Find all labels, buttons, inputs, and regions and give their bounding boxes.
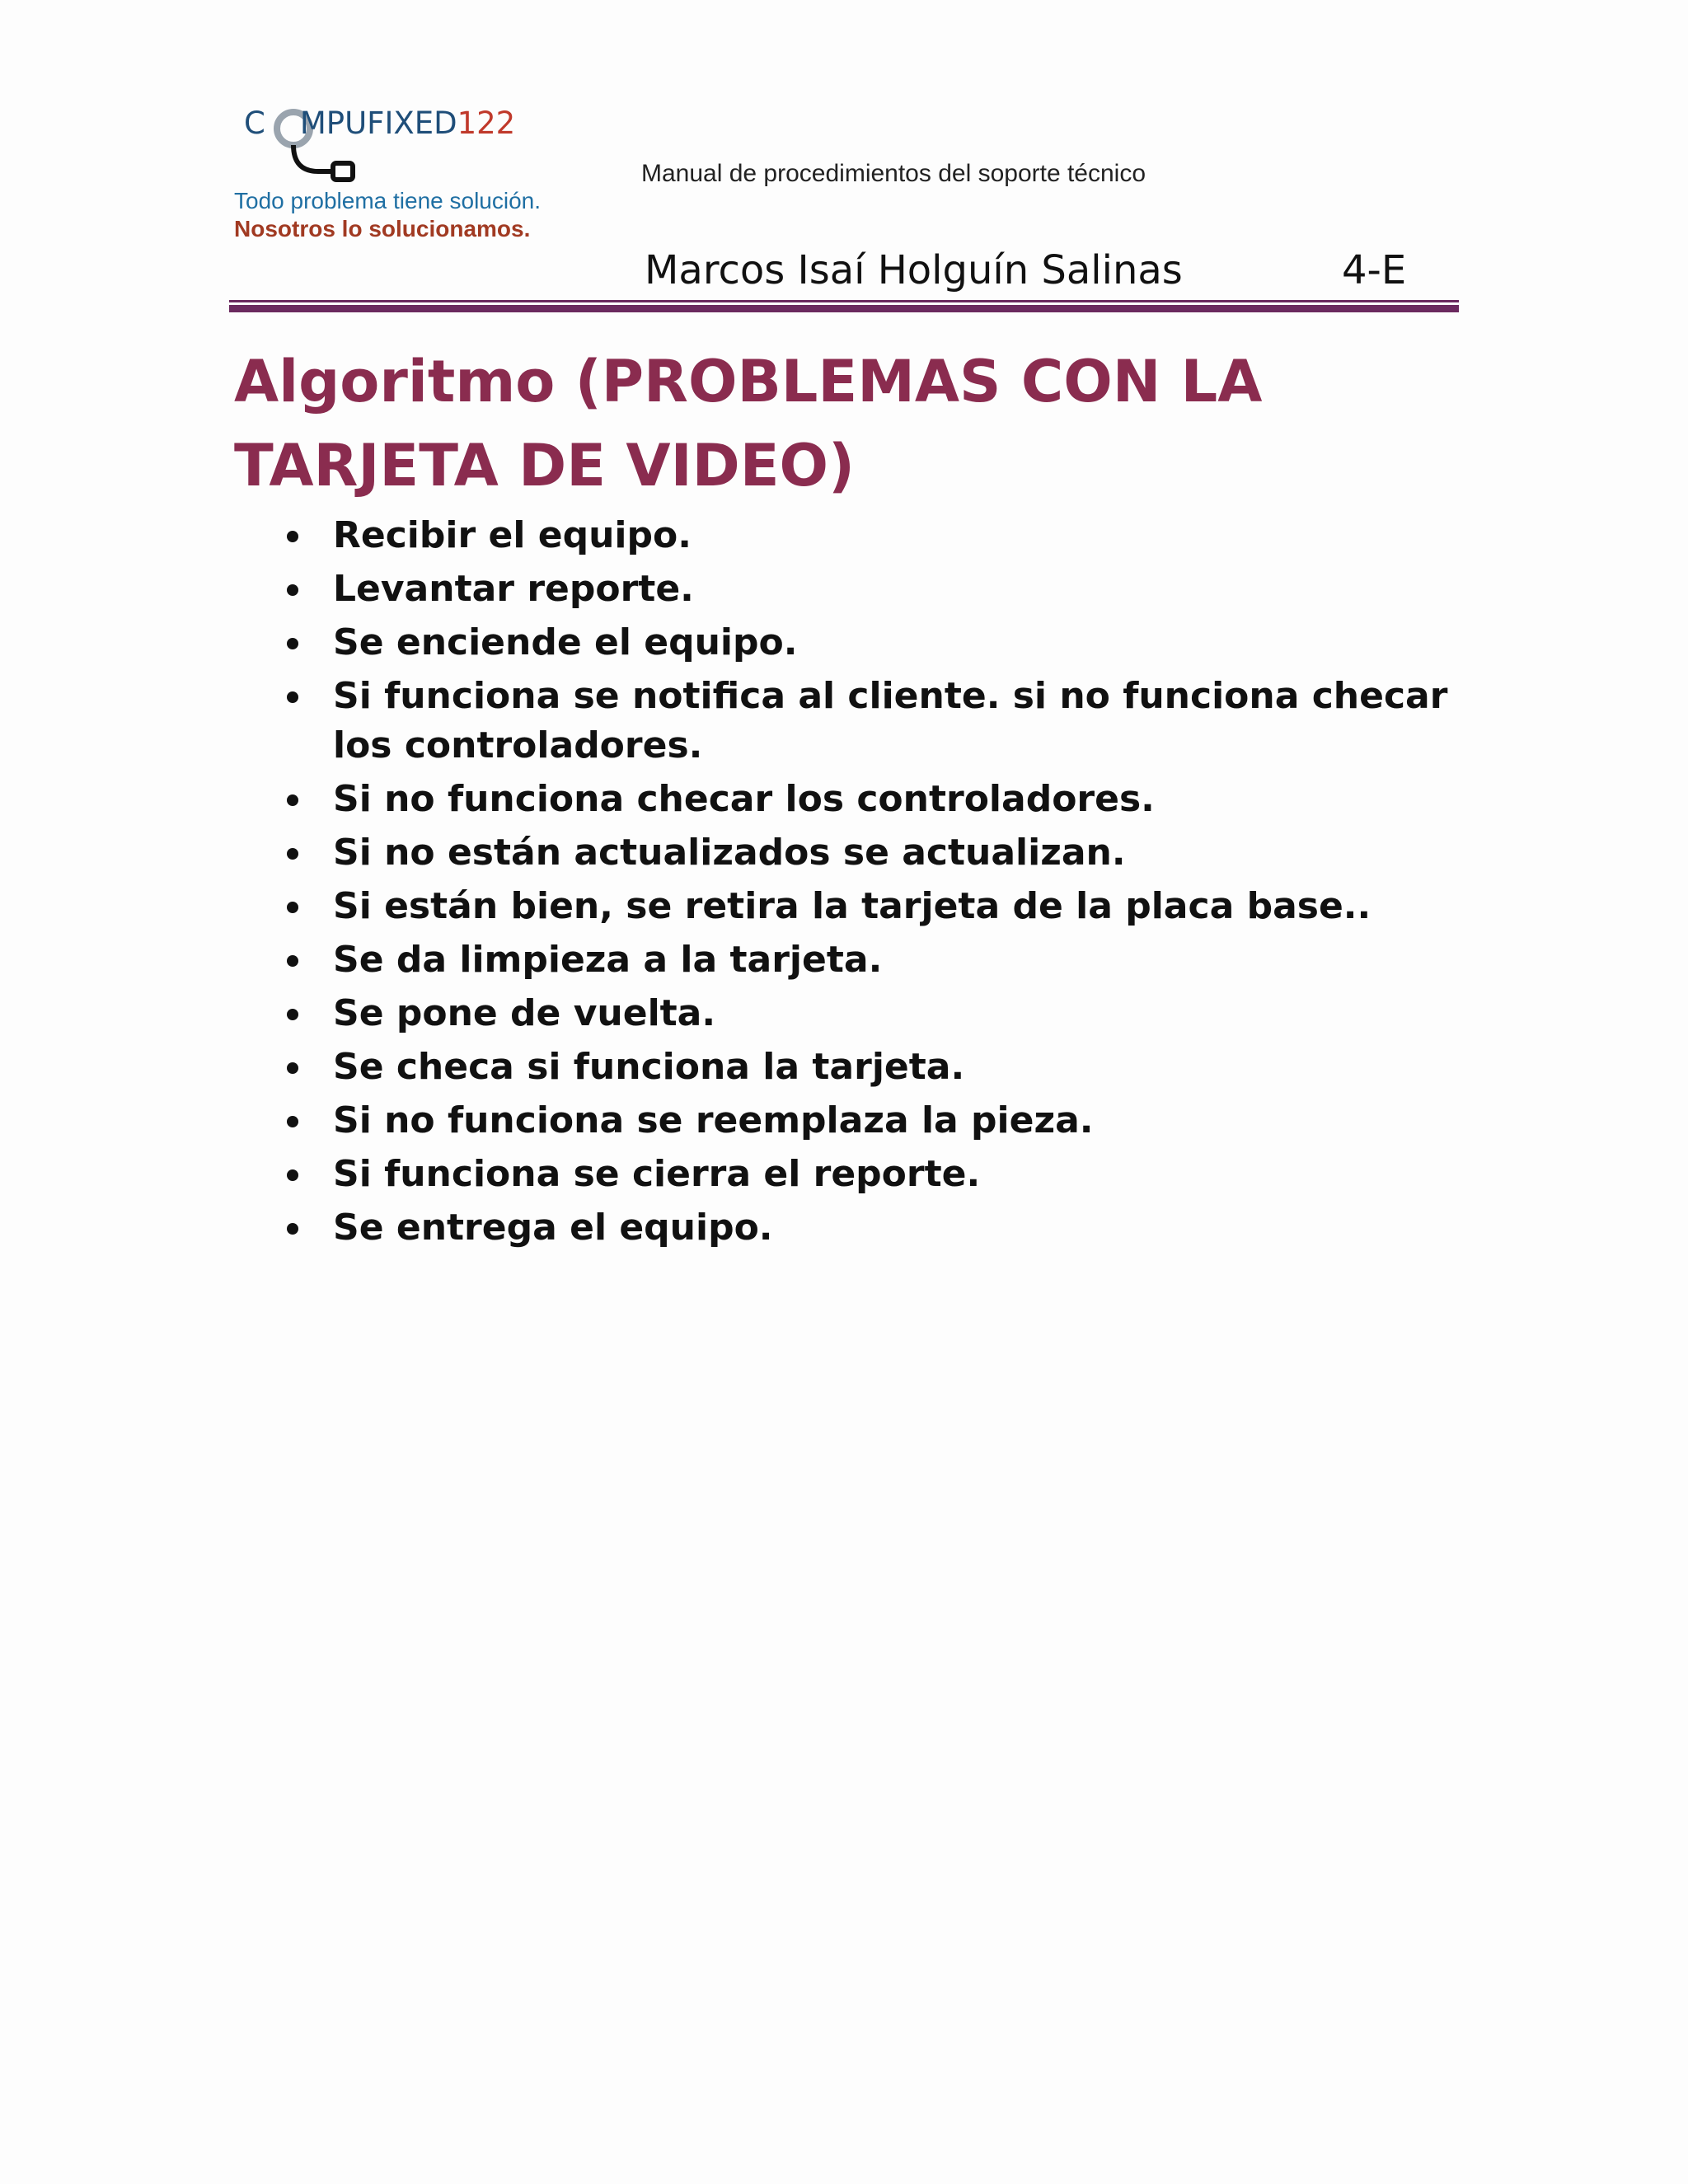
list-item xyxy=(279,511,1449,560)
list-item xyxy=(279,1043,1449,1092)
header-divider-thick xyxy=(229,305,1459,312)
step-text: Se entrega el equipo. xyxy=(333,1207,773,1249)
step-text: Se da limpieza a la tarjeta. xyxy=(333,939,883,981)
bullet-icon xyxy=(287,1009,298,1020)
step-text: Si funciona se cierra el reporte. xyxy=(333,1153,981,1195)
document-title: Algoritmo (PROBLEMAS CON LA TARJETA DE VIDEO) xyxy=(234,348,1263,499)
step-text: Si no funciona se reemplaza la pieza. xyxy=(333,1099,1094,1141)
step-text: Se enciende el equipo. xyxy=(333,621,798,663)
procedure-steps-list xyxy=(279,511,1449,1257)
bullet-icon xyxy=(287,848,298,860)
list-item xyxy=(279,1096,1449,1146)
manual-title: Manual de procedimientos del soporte técnico xyxy=(641,160,1146,187)
list-item xyxy=(279,828,1449,878)
bullet-icon xyxy=(287,1223,298,1235)
bullet-icon xyxy=(287,584,298,596)
bullet-icon xyxy=(287,1169,298,1181)
tagline-secondary: Nosotros lo solucionamos. xyxy=(234,216,531,241)
step-text: Si no funciona checar los controladores. xyxy=(333,778,1155,820)
list-item xyxy=(279,1150,1449,1199)
list-item xyxy=(279,672,1449,771)
bullet-icon xyxy=(287,531,298,542)
step-text: Se checa si funciona la tarjeta. xyxy=(333,1046,965,1088)
tagline-primary: Todo problema tiene solución. xyxy=(234,188,542,213)
bullet-icon xyxy=(287,1116,298,1127)
bullet-icon xyxy=(287,794,298,806)
bullet-icon xyxy=(287,955,298,967)
step-text: Si no están actualizados se actualizan. xyxy=(333,832,1126,874)
list-item xyxy=(279,935,1449,985)
step-text: Si funciona se notifica al cliente. si no funciona checar los controladores. xyxy=(333,675,1448,766)
bullet-icon xyxy=(287,638,298,649)
step-text: Levantar reporte. xyxy=(333,568,694,610)
step-text: Si están bien, se retira la tarjeta de la placa base.. xyxy=(333,885,1372,927)
header-divider-thin xyxy=(229,300,1459,302)
list-item xyxy=(279,775,1449,824)
list-item xyxy=(279,1203,1449,1253)
bullet-icon xyxy=(287,691,298,703)
logo-wordmark: C MPUFIXED122 xyxy=(244,105,516,141)
list-item xyxy=(279,565,1449,614)
company-logo xyxy=(234,92,580,249)
list-item xyxy=(279,989,1449,1038)
list-item xyxy=(279,618,1449,668)
bullet-icon xyxy=(287,902,298,913)
list-item xyxy=(279,882,1449,931)
step-text: Recibir el equipo. xyxy=(333,514,692,556)
bullet-icon xyxy=(287,1062,298,1074)
step-text: Se pone de vuelta. xyxy=(333,992,716,1034)
author-name: Marcos Isaí Holguín Salinas xyxy=(645,247,1183,293)
group-label: 4-E xyxy=(1342,247,1407,293)
